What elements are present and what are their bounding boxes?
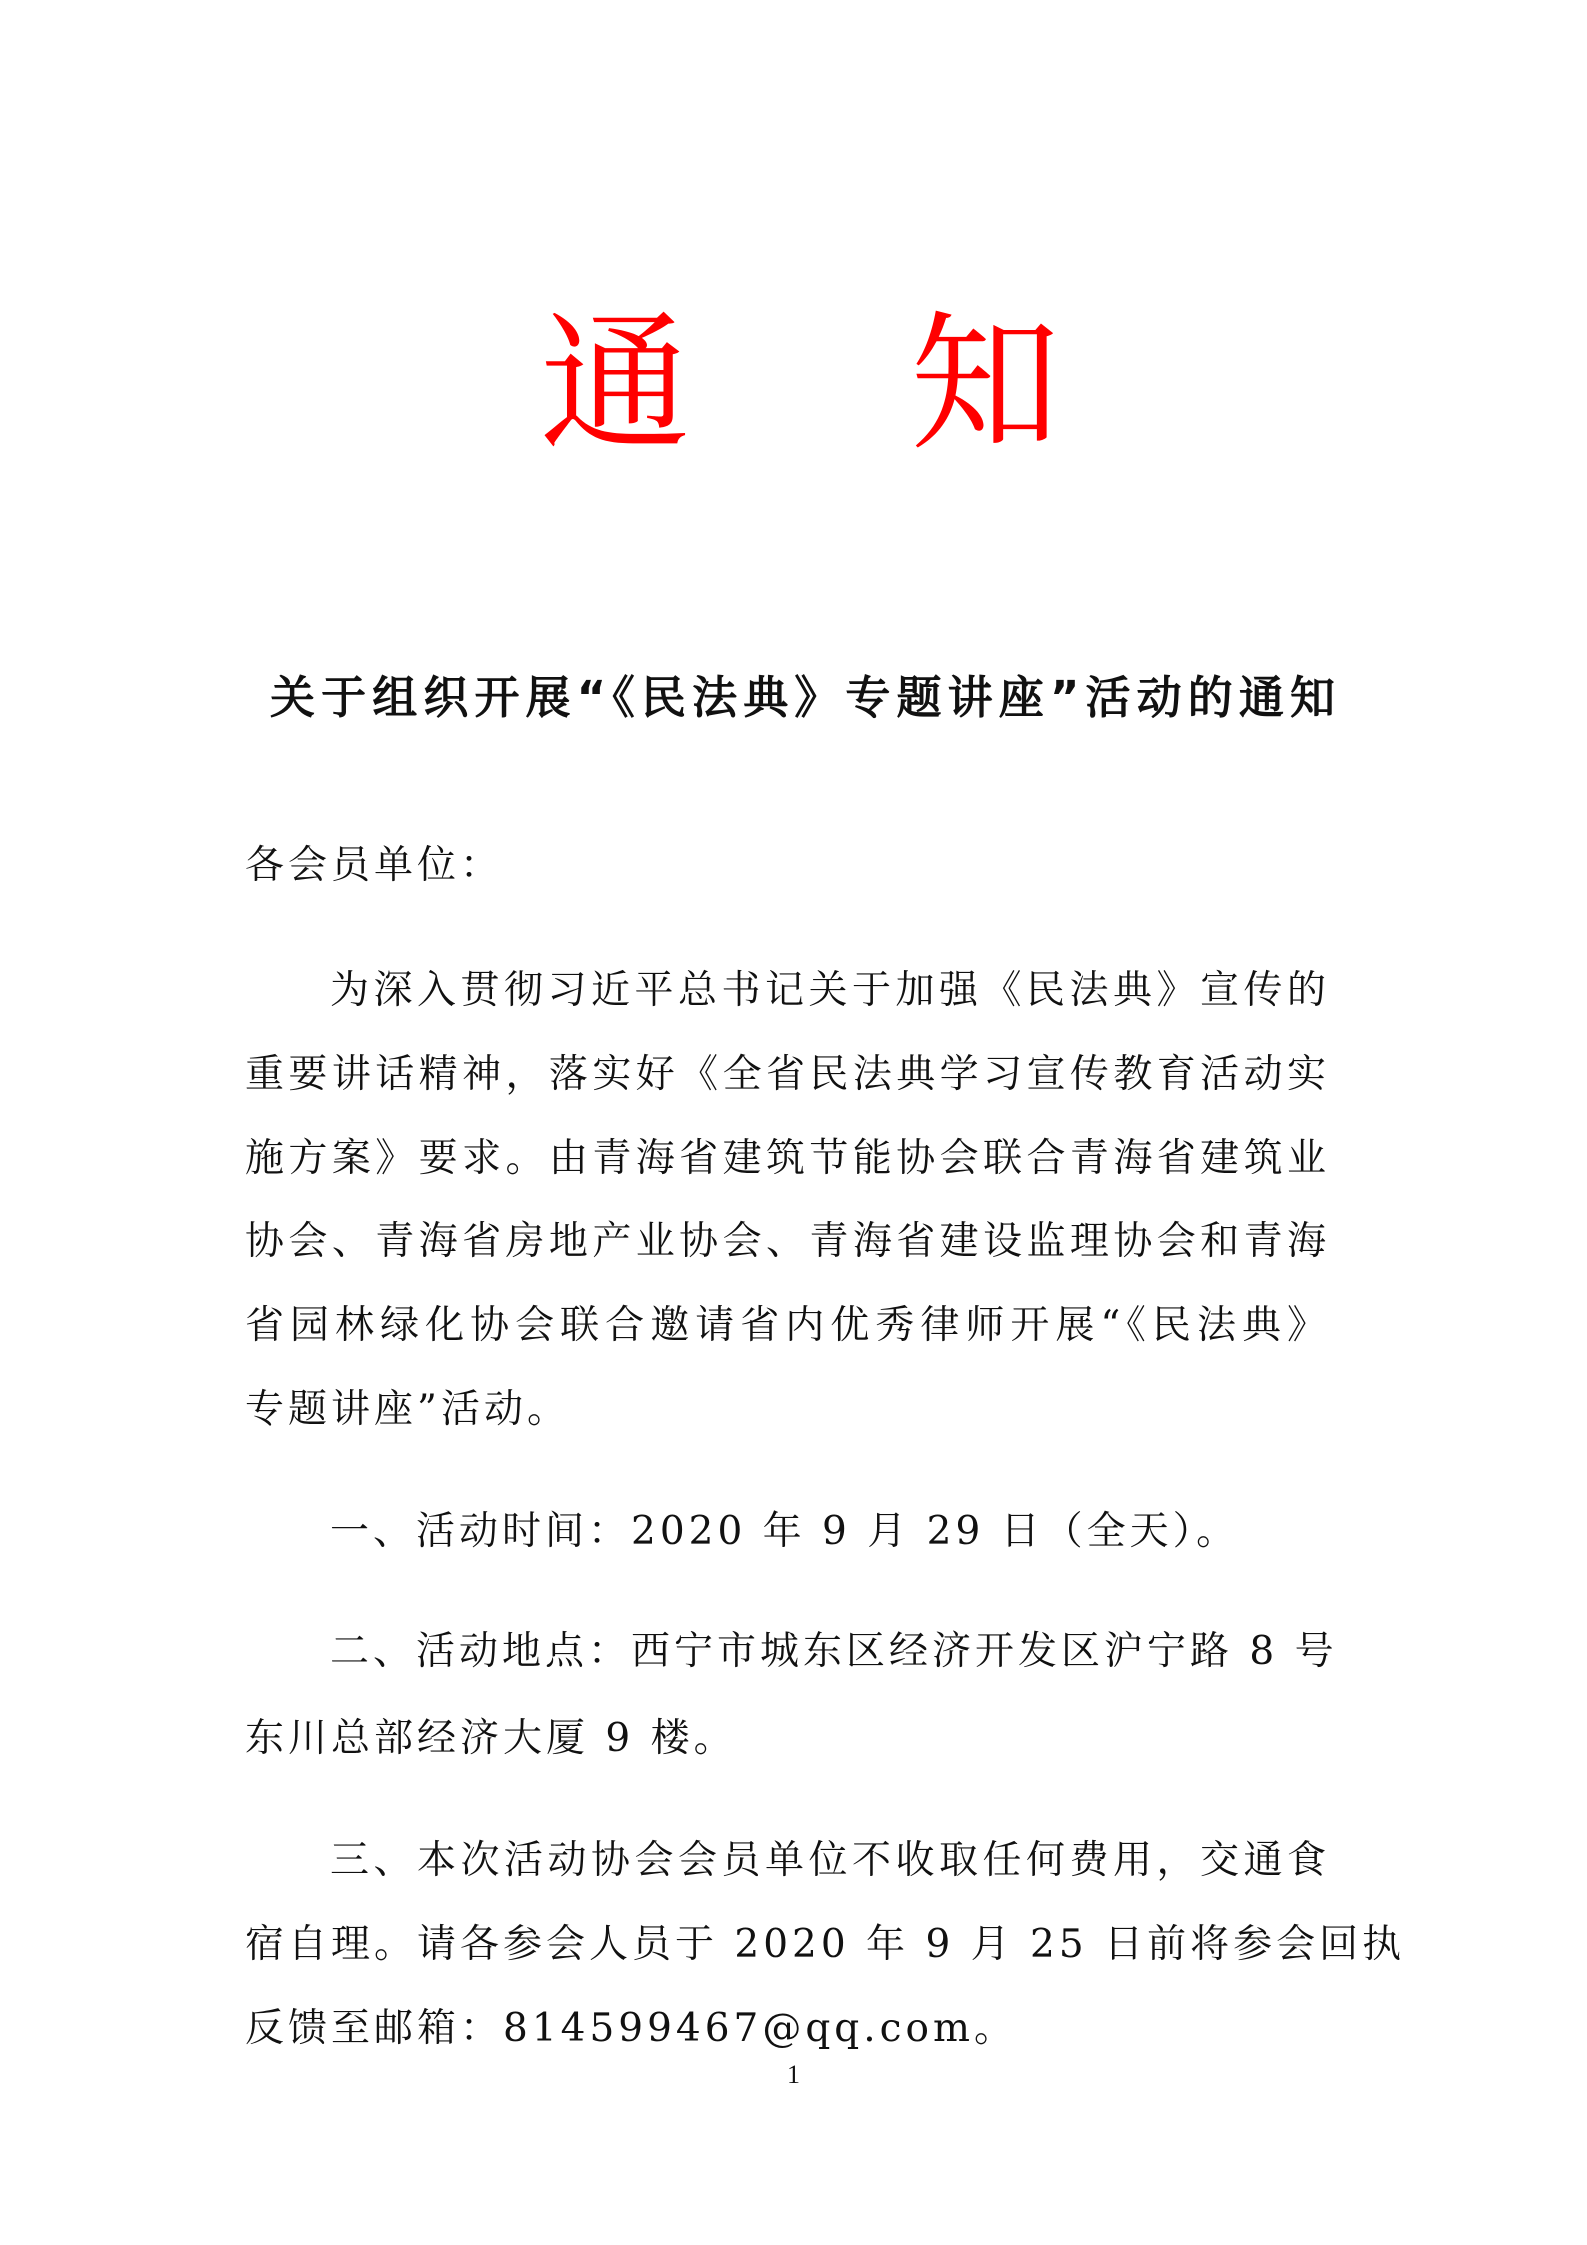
item-time: 一、活动时间：2020 年 9 月 29 日（全天）。 bbox=[330, 1509, 1240, 1554]
item-location: 二、活动地点：西宁市城东区经济开发区沪宁路 8 号 bbox=[330, 1629, 1338, 1674]
document-subtitle: 关于组织开展“《民法典》专题讲座”活动的通知 bbox=[270, 671, 1335, 724]
intro-line: 重要讲话精神，落实好《全省民法典学习宣传教育活动实 bbox=[245, 1052, 1330, 1097]
page-number: 1 bbox=[787, 2060, 800, 2089]
intro-line: 施方案》要求。由青海省建筑节能协会联合青海省建筑业 bbox=[245, 1136, 1330, 1181]
intro-line: 专题讲座”活动。 bbox=[245, 1387, 570, 1432]
salutation: 各会员单位： bbox=[245, 843, 504, 888]
title-char: 通 bbox=[540, 298, 691, 472]
item-fees: 三、本次活动协会会员单位不收取任何费用，交通食 bbox=[330, 1838, 1330, 1883]
intro-line: 协会、青海省房地产业协会、青海省建设监理协会和青海 bbox=[245, 1219, 1330, 1264]
title-char: 知 bbox=[909, 298, 1060, 472]
intro-line: 为深入贯彻习近平总书记关于加强《民法典》宣传的 bbox=[330, 968, 1330, 1013]
item-location: 东川总部经济大厦 9 楼。 bbox=[245, 1716, 737, 1761]
notice-title bbox=[540, 300, 1060, 470]
item-fees: 反馈至邮箱：814599467@qq.com。 bbox=[245, 2006, 1017, 2051]
intro-line: 省园林绿化协会联合邀请省内优秀律师开展“《民法典》 bbox=[245, 1303, 1330, 1348]
item-fees: 宿自理。请各参会人员于 2020 年 9 月 25 日前将参会回执 bbox=[245, 1922, 1406, 1967]
